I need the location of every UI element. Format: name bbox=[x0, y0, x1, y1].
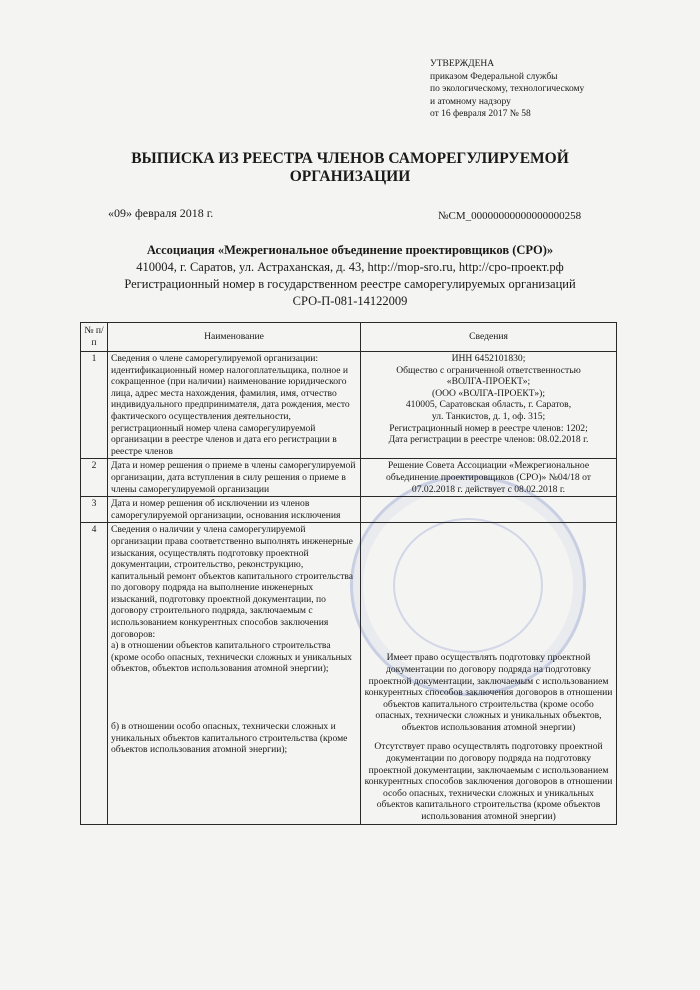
approval-line: от 16 февраля 2017 № 58 bbox=[430, 109, 531, 119]
row-value-b: Отсутствует право осуществлять подготовку проектной документации по договору подряда на подготовку проектной документации, заключаемым с использованием конкурентных способов заключения договоров в отношении особо опасных, технически сложных и уникальных объектов капитального строительства (кроме объектов использования атомной энергии) bbox=[364, 741, 613, 823]
registry-table bbox=[80, 322, 617, 825]
title-line-2: ОРГАНИЗАЦИИ bbox=[289, 168, 411, 185]
value-line: (ООО «ВОЛГА-ПРОЕКТ»); bbox=[432, 387, 545, 399]
table-row bbox=[81, 352, 617, 459]
value-line: 410005, Саратовская область, г. Саратов, bbox=[405, 399, 572, 411]
row-name bbox=[108, 523, 361, 824]
value-line: Дата регистрации в реестре членов: 08.02.2018 г. bbox=[388, 434, 589, 446]
approval-line: приказом Федеральной службы bbox=[430, 71, 558, 82]
document-title bbox=[0, 150, 700, 186]
value-line: Общество с ограниченной ответственностью bbox=[396, 364, 581, 376]
organization-block bbox=[0, 242, 700, 310]
organization-address: 410004, г. Саратов, ул. Астраханская, д. 43, http://mop-sro.ru, http://сро-проект.рф bbox=[136, 260, 564, 274]
row-name: Дата и номер решения о приеме в члены саморегулируемой организации, дата вступления в силу решения о приеме в члены саморегулируемой организации bbox=[108, 459, 361, 497]
document-date: «09» февраля 2018 г. bbox=[108, 206, 214, 220]
header-num: № п/п bbox=[81, 323, 108, 352]
organization-reg-number: СРО-П-081-14122009 bbox=[292, 294, 408, 308]
row-num: 2 bbox=[81, 459, 108, 497]
organization-reg-label: Регистрационный номер в государственном реестре саморегулируемых организаций bbox=[124, 277, 576, 291]
header-value: Сведения bbox=[361, 323, 617, 352]
organization-name: Ассоциация «Межрегиональное объединение проектировщиков (СРО)» bbox=[146, 243, 554, 257]
row-value bbox=[361, 523, 617, 824]
value-line: Регистрационный номер в реестре членов: 1202; bbox=[389, 422, 588, 434]
row-value bbox=[361, 352, 617, 459]
row-name: Сведения о члене саморегулируемой организации: идентификационный номер налогоплательщика, полное и сокращенное (при наличии) наименование юридического лица, адрес места нахождения, фамилия, имя, отчество индивидуального предпринимателя, дата рождения, место фактического осуществления деятельности, регистрационный номер члена саморегулируемой организации в реестре членов и дата его регистрации в реестре членов bbox=[108, 352, 361, 459]
value-line: ИНН 6452101830; bbox=[451, 353, 526, 364]
row-num: 3 bbox=[81, 497, 108, 523]
approval-line: по экологическому, технологическому bbox=[430, 84, 585, 94]
document-number: №СМ_00000000000000000258 bbox=[438, 210, 582, 222]
table-header-row bbox=[81, 323, 617, 352]
row-value bbox=[361, 459, 617, 497]
approval-line: УТВЕРЖДЕНА bbox=[430, 59, 495, 69]
row-value bbox=[361, 497, 617, 523]
value-line: ул. Танкистов, д. 1, оф. 315; bbox=[431, 410, 546, 422]
approval-line: и атомному надзору bbox=[430, 96, 511, 107]
header-name: Наименование bbox=[108, 323, 361, 352]
row-num: 1 bbox=[81, 352, 108, 459]
row-num: 4 bbox=[81, 523, 108, 824]
row-name-b: б) в отношении особо опасных, технически сложных и уникальных объектов капитального строительства (кроме объектов использования атомной энергии); bbox=[111, 721, 348, 756]
approval-block bbox=[430, 58, 584, 121]
row-name-a: а) в отношении объектов капитального строительства (кроме особо опасных, технически сложных и уникальных объектов, объектов использования атомной энергии); bbox=[111, 640, 352, 675]
value-line: Решение Совета Ассоциации «Межрегиональное объединение проектировщиков (СРО)» №04/18 от 07.02.2018 г. действует с 08.02.2018 г. bbox=[385, 460, 591, 495]
table-row bbox=[81, 459, 617, 497]
table-row bbox=[81, 523, 617, 824]
row-name: Дата и номер решения об исключении из членов саморегулируемой организации, основания исключения bbox=[108, 497, 361, 523]
row-value-a: Имеет право осуществлять подготовку проектной документации по договору подряда на подготовку проектной документации, заключаемым с использованием конкурентных способов заключения договоров в отношении объектов капитального строительства (кроме особо опасных, технически сложных и уникальных объектов, объектов использования атомной энергии) bbox=[364, 652, 613, 733]
title-line-1: ВЫПИСКА ИЗ РЕЕСТРА ЧЛЕНОВ САМОРЕГУЛИРУЕМОЙ bbox=[131, 150, 569, 167]
row-name-intro: Сведения о наличии у члена саморегулируемой организации права соответственно выполнять инженерные изыскания, осуществлять подготовку проектной документации, строительство, реконструкцию, капитальный ремонт объектов капитального строительства по договору подряда на выполнение инженерных изысканий, подготовку проектной документации, по договору строительного подряда, заключаемым с использованием конкурентных способов заключения договоров: bbox=[111, 524, 354, 640]
table-row bbox=[81, 497, 617, 523]
value-line: «ВОЛГА-ПРОЕКТ»; bbox=[446, 376, 531, 388]
